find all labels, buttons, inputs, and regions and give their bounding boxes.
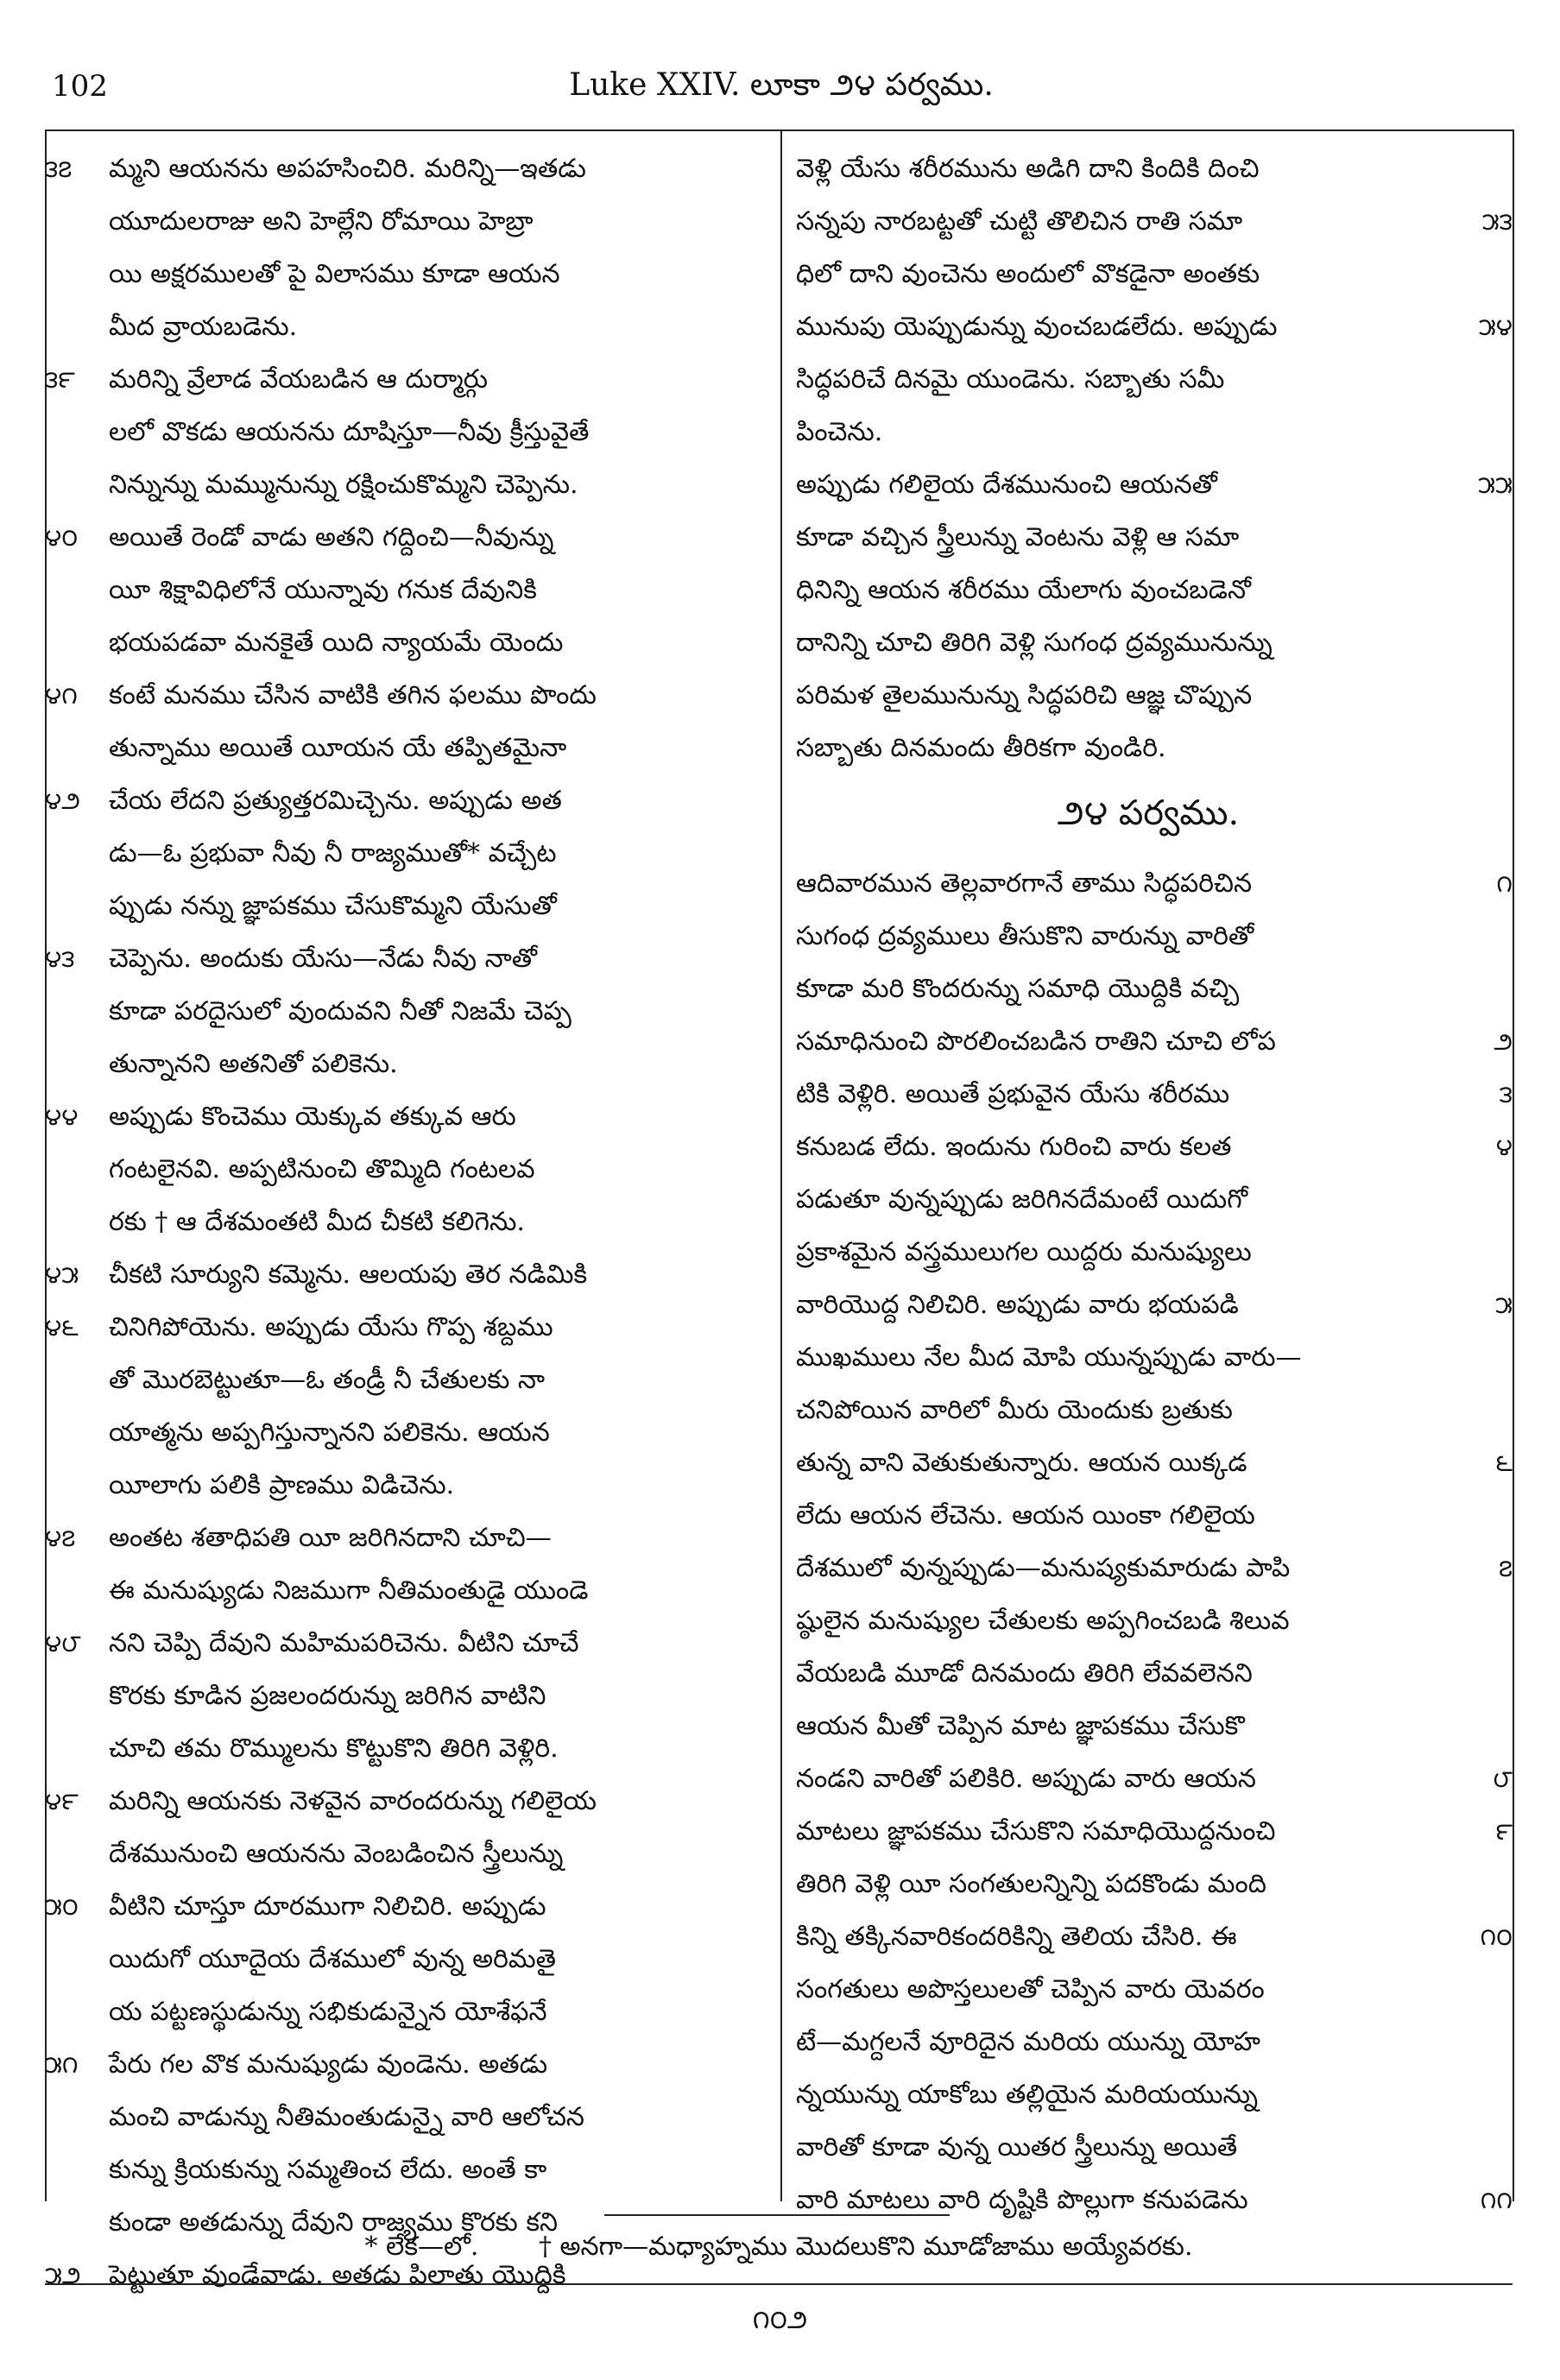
line-text: తున్నానని అతనితో పలికెను. — [109, 1049, 398, 1079]
text-line — [784, 1858, 1513, 1910]
text-line — [784, 1910, 1513, 1963]
text-line — [784, 406, 1513, 458]
text-line — [45, 195, 779, 248]
line-text: యూదులరాజు అని హెల్లేని రోమాయి హెబ్రా — [109, 206, 534, 237]
line-text: సన్నపు నారబట్టతో చుట్టి తొలిచిన రాతి సమా — [796, 206, 1243, 237]
line-text: అంతట శతాధిపతి యీ జరిగినదాని చూచి— — [109, 1523, 552, 1553]
line-text: చనిపోయిన వారిలో మీరు యెందుకు బ్రతుకు — [796, 1395, 1233, 1425]
line-text: ముఖములు నేల మీద మోపి యున్నప్పుడు వారు— — [796, 1342, 1302, 1373]
line-text: పేరు గల వొక మనుష్యుడు వుండెను. అతడు — [109, 2049, 548, 2080]
line-text: న్నయున్ను యాకోబు తల్లియైన మరియయున్ను — [796, 2080, 1259, 2110]
verse-number: ౭ — [1498, 1554, 1513, 1582]
line-text: కనుబడ లేదు. ఇందును గురించి వారు కలత — [796, 1132, 1232, 1162]
text-line — [784, 2016, 1513, 2068]
text-line — [45, 985, 779, 1038]
text-line — [45, 1722, 779, 1775]
line-text: అయితే రెండో వాడు అతని గద్దించి—నీవున్ను — [109, 522, 554, 552]
text-line — [45, 248, 779, 300]
text-line — [45, 2091, 779, 2143]
text-line — [45, 1775, 779, 1828]
verse-number: ౫౦ — [45, 1892, 79, 1921]
line-text: యీలాగు పలికి ప్రాణము విడిచెను. — [109, 1470, 455, 1500]
line-text: పించెను. — [796, 417, 883, 447]
right-column-top — [784, 142, 1513, 774]
footnote: † అనగా—మధ్యాహ్నము మొదలుకొని మూడోజాము అయ్యేవరకు. — [538, 2232, 1193, 2262]
verse-number: ౪౮ — [45, 1629, 81, 1657]
text-line — [784, 248, 1513, 300]
text-line — [45, 511, 779, 564]
text-line — [784, 511, 1513, 564]
text-line — [45, 1459, 779, 1512]
chapter-heading: ౨౪ పర్వము. — [1057, 793, 1240, 833]
text-line — [784, 1594, 1513, 1647]
line-text: చినిగిపోయెను. అప్పుడు యేసు గొప్ప శబ్దము — [109, 1312, 553, 1342]
text-line — [784, 2068, 1513, 2121]
line-text: ఆదివారమున తెల్లవారగానే తాము సిద్ధపరిచిన — [796, 868, 1253, 899]
line-text: మునుపు యెప్పుడున్ను వుంచబడలేదు. అప్పుడు — [796, 312, 1278, 342]
line-text: దానిన్ని చూచి తిరిగి వెళ్లి సుగంధ ద్రవ్యమునున్ను — [796, 628, 1273, 658]
text-line — [45, 1670, 779, 1722]
verse-number: ౫౫ — [1478, 470, 1513, 499]
line-text: చీకటి సూర్యుని కమ్మెను. ఆలయపు తెర నడిమికి — [109, 1259, 588, 1290]
text-line — [784, 1173, 1513, 1226]
text-line — [784, 564, 1513, 616]
text-line — [784, 1542, 1513, 1594]
right-column-bottom — [784, 857, 1513, 2226]
text-line — [784, 722, 1513, 774]
line-text: నని చెప్పి దేవుని మహిమపరిచెను. వీటిని చూచే — [109, 1628, 579, 1658]
line-text: లేదు ఆయన లేచెను. ఆయన యింకా గలిలైయ — [796, 1500, 1255, 1531]
text-line — [45, 1828, 779, 1880]
line-text: మ్మని ఆయనను అపహసించిరి. మరిన్ని—ఇతడు — [109, 154, 586, 184]
line-text: నిన్నున్ను మమ్మునున్ను రక్షించుకొమ్మని చెప్పెను. — [109, 470, 578, 500]
line-text: కూడా మరి కొందరున్ను సమాధి యొద్దికి వచ్చి — [796, 974, 1240, 1004]
line-text: యి అక్షరములతో పై విలాసము కూడా ఆయన — [109, 259, 560, 289]
text-line — [45, 722, 779, 774]
text-line — [45, 1301, 779, 1354]
verse-number: ౪౧ — [45, 681, 78, 710]
line-text: మరిన్ని ఆయనకు నెళవైన వారందరున్ను గలిలైయ — [109, 1786, 597, 1816]
line-text: కూడా పరదైసులో వుందువని నీతో నిజమే చెప్ప — [109, 996, 572, 1026]
text-line — [784, 1489, 1513, 1542]
line-text: ఆయన మీతో చెప్పిన మాట జ్ఞాపకము చేసుకొ — [796, 1711, 1245, 1741]
text-line — [784, 963, 1513, 1015]
line-text: వారి మాటలు వారి దృష్టికి పొల్లుగా కనుపడెను — [796, 2185, 1248, 2215]
line-text: తున్న వాని వెతుకుతున్నారు. ఆయన యిక్కడ — [796, 1448, 1247, 1478]
text-line — [784, 1068, 1513, 1121]
verse-number: ౪౯ — [45, 1787, 79, 1815]
line-text: చెప్పెను. అందుకు యేసు—నేడు నీవు నాతో — [109, 944, 538, 974]
line-text: మరిన్ని వ్రేలాడ వేయబడిన ఆ దుర్మార్గు — [109, 364, 488, 395]
line-text: పడుతూ వున్నప్పుడు జరిగినదేమంటే యిదుగో — [796, 1184, 1248, 1215]
line-text: యాత్మను అప్పగిస్తున్నానని పలికెను. ఆయన — [109, 1417, 550, 1448]
line-text: దేశమునుంచి ఆయనను వెంబడించిన స్త్రీలున్ను — [109, 1839, 564, 1869]
line-text: కొరకు కూడిన ప్రజలందరున్ను జరిగిన వాటిని — [109, 1681, 546, 1711]
line-text: టే—మగ్దలనే వూరిదైన మరియ యున్ను యోహ — [796, 2027, 1261, 2057]
verse-number: ౧ — [1496, 869, 1513, 898]
line-text: వారితో కూడా వున్న యితర స్త్రీలున్ను అయితే — [796, 2132, 1238, 2162]
line-text: యీ శిక్షావిధిలోనే యున్నావు గనుక దేవునికి — [109, 575, 537, 605]
verse-number: ౪ — [1495, 1133, 1513, 1161]
text-line — [45, 774, 779, 827]
footnotes — [45, 2232, 1513, 2268]
text-line — [784, 2121, 1513, 2174]
verse-number: ౪౭ — [45, 1524, 76, 1552]
text-line — [45, 1406, 779, 1459]
verse-number: ౫౩ — [1481, 207, 1513, 236]
page-header — [52, 60, 1511, 121]
line-text: డు—ఓ ప్రభువా నీవు నీ రాజ్యముతో* వచ్చేట — [109, 838, 557, 868]
line-text: లలో వొకడు ఆయనను దూషిస్తూ—నీవు క్రీస్తువైతే — [109, 417, 590, 447]
line-text: సిద్ధపరిచే దినమై యుండెను. సబ్బాతు సమీ — [796, 364, 1225, 395]
column-divider — [780, 129, 782, 2201]
line-text: మీద వ్రాయబడెను. — [109, 312, 298, 342]
line-text: రకు † ఆ దేశమంతటి మీద చీకటి కలిగెను. — [109, 1207, 525, 1237]
text-line — [45, 1248, 779, 1301]
line-text: కున్ను క్రియకున్ను సమ్మతించ లేదు. అంతే కా — [109, 2155, 547, 2185]
text-line — [45, 1143, 779, 1196]
text-line — [784, 300, 1513, 353]
text-line — [784, 1121, 1513, 1173]
line-text: కూడా వచ్చిన స్త్రీలున్ను వెంటను వెళ్లి ఆ సమా — [796, 522, 1240, 552]
line-text: య పట్టణస్థుడున్ను సభికుడున్నైన యోశేఫనే — [109, 1997, 547, 2027]
verse-number: ౯ — [1495, 1817, 1513, 1846]
text-line — [45, 2038, 779, 2091]
line-text: తిరిగి వెళ్లి యీ సంగతులన్నిన్ని పదకొండు మంది — [796, 1869, 1266, 1899]
line-text: దేశములో వున్నప్పుడు—మనుష్యకుమారుడు పాపి — [796, 1553, 1291, 1583]
line-text: యిదుగో యూదైయ దేశములో వున్న అరిమతై — [109, 1944, 556, 1974]
verse-number: ౮ — [1493, 1764, 1513, 1793]
text-line — [784, 857, 1513, 910]
line-text: కిన్ని తక్కినవారికందరికిన్ని తెలియ చేసిరి. ఈ — [796, 1922, 1237, 1952]
text-line — [784, 1963, 1513, 2016]
line-text: ప్రకాశమైన వస్త్రములుగల యిద్దరు మనుష్యులు — [796, 1237, 1252, 1267]
text-line — [45, 616, 779, 669]
line-text: ధినిన్ని ఆయన శరీరము యేలాగు వుంచబడెనో — [796, 575, 1251, 605]
verse-number: ౪౪ — [45, 1102, 79, 1131]
text-line — [45, 1564, 779, 1617]
text-line — [45, 880, 779, 932]
text-line — [45, 669, 779, 722]
verse-number: ౫ — [1495, 1291, 1513, 1319]
line-text: అప్పుడు గలిలైయ దేశమునుంచి ఆయనతో — [796, 470, 1217, 500]
text-line — [45, 1985, 779, 2038]
text-line — [784, 195, 1513, 248]
line-text: నండని వారితో పలికిరి. అప్పుడు వారు ఆయన — [796, 1764, 1256, 1794]
text-line — [784, 1752, 1513, 1805]
verse-number: ౪౦ — [45, 523, 79, 552]
verse-number: ౫౨ — [45, 2261, 81, 2289]
line-text: చేయ లేదని ప్రత్యుత్తరమిచ్చెను. అప్పుడు అత — [109, 786, 562, 816]
text-line — [45, 932, 779, 985]
text-line — [784, 910, 1513, 963]
text-line — [784, 1384, 1513, 1436]
line-text: సుగంధ ద్రవ్యములు తీసుకొని వారున్ను వారితో — [796, 921, 1254, 951]
text-line — [45, 1880, 779, 1933]
verse-number: ౪౬ — [45, 1313, 79, 1342]
text-line — [45, 827, 779, 880]
running-head: Luke XXIV. లూకా ౨౪ పర్వము. — [569, 67, 994, 103]
right-border — [1513, 129, 1514, 2201]
text-line — [784, 1700, 1513, 1752]
text-line — [45, 1617, 779, 1670]
verse-number: ౫౪ — [1478, 312, 1513, 341]
line-text: ష్ఠులైన మనుష్యుల చేతులకు అప్పగించబడి శిలువ — [796, 1606, 1290, 1636]
line-text: కంటే మనము చేసిన వాటికి తగిన ఫలము పొందు — [109, 680, 597, 710]
line-text: తో మొరబెట్టుతూ—ఓ తండ్రీ నీ చేతులకు నా — [109, 1365, 546, 1395]
line-text: మాటలు జ్ఞాపకము చేసుకొని సమాధియొద్దనుంచి — [796, 1816, 1276, 1847]
verse-number: ౧౧ — [1480, 2186, 1513, 2214]
text-line — [45, 1038, 779, 1090]
text-line — [45, 406, 779, 458]
text-line — [45, 353, 779, 406]
text-line — [45, 564, 779, 616]
text-line — [784, 353, 1513, 406]
verse-number: ౪౩ — [45, 944, 75, 973]
line-text: గంటలైనవి. అప్పటినుంచి తొమ్మిది గంటలవ — [109, 1154, 535, 1184]
verse-number: ౩౭ — [45, 155, 73, 183]
text-line — [784, 458, 1513, 511]
text-line — [45, 1354, 779, 1406]
verse-number: ౩ — [1499, 1080, 1513, 1108]
text-line — [784, 1647, 1513, 1700]
text-line — [784, 1436, 1513, 1489]
text-line — [45, 1933, 779, 1985]
line-text: ప్పుడు నన్ను జ్ఞాపకము చేసుకొమ్మని యేసుతో — [109, 891, 557, 921]
verse-number: ౪౫ — [45, 1260, 79, 1289]
text-line — [45, 300, 779, 353]
right-column — [784, 142, 1513, 2215]
line-text: వారియొద్ద నిలిచిరి. అప్పుడు వారు భయపడి — [796, 1290, 1239, 1320]
line-text: అప్పుడు కొంచెము యెక్కువ తక్కువ ఆరు — [109, 1102, 516, 1132]
text-line — [784, 1015, 1513, 1068]
line-text: పరిమళ తైలమునున్ను సిద్ధపరిచి ఆజ్ఞ చొప్పున — [796, 680, 1253, 710]
text-line — [45, 1512, 779, 1564]
verse-number: ౪౨ — [45, 786, 80, 815]
line-text: ఈ మనుష్యుడు నిజముగా నీతిమంతుడై యుండె — [109, 1575, 589, 1606]
line-text: వేయబడి మూడో దినమందు తిరిగి లేవవలెనని — [796, 1658, 1253, 1689]
page-number: 102 — [52, 69, 108, 104]
line-text: కుండా అతడున్ను దేవుని రాజ్యము కొరకు కని — [109, 2207, 559, 2238]
text-line — [784, 2174, 1513, 2226]
line-text: పెట్టుతూ వుండేవాడు. అతడు పిలాతు యొద్దికి — [109, 2260, 566, 2290]
text-line — [45, 1196, 779, 1248]
verse-number: ౫౧ — [45, 2050, 79, 2079]
text-line — [784, 1278, 1513, 1331]
verse-number: ౩౯ — [45, 365, 75, 394]
text-line — [784, 1226, 1513, 1278]
text-line — [45, 142, 779, 195]
line-text: చూచి తమ రొమ్ములను కొట్టుకొని తిరిగి వెళ్లిరి. — [109, 1733, 559, 1764]
line-text: తున్నాము అయితే యీయన యే తప్పితమైనా — [109, 733, 567, 763]
text-line — [45, 2143, 779, 2196]
line-text: సమాధినుంచి పొరలించబడిన రాతిని చూచి లోప — [796, 1026, 1276, 1057]
line-text: సంగతులు అపొస్తలులతో చెప్పిన వారు యెవరం — [796, 1974, 1265, 2004]
line-text: సబ్బాతు దినమందు తీరికగా వుండిరి. — [796, 733, 1166, 763]
line-text: టికి వెళ్లిరి. అయితే ప్రభువైన యేసు శరీరము — [796, 1079, 1230, 1109]
text-line — [784, 142, 1513, 195]
text-line — [45, 1090, 779, 1143]
verse-number: ౧౦ — [1480, 1922, 1513, 1951]
bottom-rule — [45, 2283, 1513, 2285]
footnote: * లేక—లో. — [364, 2232, 479, 2262]
signature-mark: ౧౦౨ — [752, 2305, 808, 2335]
footnote-rule — [604, 2214, 950, 2216]
text-line — [784, 1331, 1513, 1384]
text-line — [784, 1805, 1513, 1858]
text-line — [784, 669, 1513, 722]
line-text: భయపడవా మనకైతే యిది న్యాయమే యెందు — [109, 628, 564, 658]
line-text: వీటిని చూస్తూ దూరముగా నిలిచిరి. అప్పుడు — [109, 1891, 546, 1922]
line-text: ధిలో దాని వుంచెను అందులో వొకడైనా అంతకు — [796, 259, 1260, 289]
verse-number: ౨ — [1494, 1027, 1513, 1056]
text-line — [784, 616, 1513, 669]
line-text: మంచి వాడున్ను నీతిమంతుడున్నై వారి ఆలోచన — [109, 2102, 584, 2132]
header-rule — [45, 129, 1513, 131]
verse-number: ౬ — [1495, 1449, 1513, 1477]
text-line — [45, 458, 779, 511]
line-text: వెళ్లి యేసు శరీరమును అడిగి దాని కిందికి దించి — [796, 154, 1260, 184]
